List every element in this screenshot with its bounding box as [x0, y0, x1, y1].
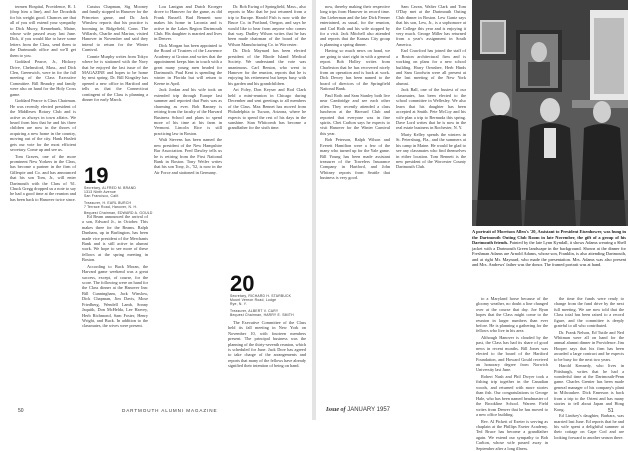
- left-column-4-bottom: [228, 320, 306, 402]
- page-number: 50: [18, 408, 24, 414]
- photo-section: [472, 0, 628, 300]
- secretary-line: San Francisco, Calif.: [84, 194, 120, 199]
- paragraph: to a Maryland horse because of the gloomy weather, no doubt a line changed over at the course that day. Joe Ryan hopes that the Class might come to the reunion in larger numbers than ever before. He is planning a gathering for the fellows who live in his area.: [476, 296, 548, 334]
- paragraph: Connie Murphy writes from Tokyo where he is stationed with the Navy that he enjoyed the last issue of the MAGAZINE and hopes to be home by next spring. Dr. Bill Kingsley has opened a new office in Hartford and tells us that the Connecticut contingent of the Class is planning a dinner for early March.: [82, 53, 148, 103]
- issue-line: [326, 407, 390, 413]
- paragraph: Cassius Chapman, Sig Mooney and family stopped in Hanover for the Princeton game, and Dr. Jack Winslow reports that his practice is booming in Ridgefield, Conn. The Willards, Charlie and Marian, visited Hanover in November and said they intend to return for the Winter Carnival.: [82, 4, 148, 53]
- right-page: [316, 0, 628, 451]
- secretary-line: Bequest Chairman, HARRY E. SMITH: [230, 312, 294, 317]
- paragraph: the time the funds were ready to change from the fund drive by the next full meeting. We are now told that the Class total has been raised to a record figure, and the committee is deeply grateful to all who contributed.: [554, 296, 624, 329]
- paragraph: According to Buck Moran, the Harvard game weekend was a great success, except, of course, for the score. The following were on hand for the Class dinner at the Hanover Inn: Bill Cunningham, Jack Winslow, Dick Chapman, Jim Davis, Mose Friedberg, Wendell Lamb, Sonny Jaquith, Don McHelda, Lee Harvey, Herb Richmond, Sam Foster, Henry Wright, and Buck. In addition to the classmates, the wives were present.: [82, 263, 148, 329]
- paragraph: Having so much news on hand, we are going to start right in with a general report. Bob Holley writes from Charleston that he has recovered nicely from an operation and is back at work. Dick Dewey has been named to the board of directors of the Springfield National Bank.: [320, 48, 390, 92]
- page-number: 51: [608, 408, 614, 414]
- paragraph: Goddard Pearce, Jr., Hickory Drive, Chelmsford, Mass., and Dick Clen, Greenwich, were in for the fall meeting of the Class Executive Committee. Bill Beaudry and family were also on hand for the Holy Cross game.: [10, 59, 76, 97]
- photo-caption: [472, 229, 626, 268]
- right-column-2: [396, 4, 466, 402]
- class-number: 20: [230, 271, 255, 296]
- secretary-line: Treasurer, ALBERT V. CARY: [230, 308, 279, 313]
- paragraph: Dr. Frank Nelson, Ed Tuttle and Ned Whitman were all on hand for the annual alumni dinner in Providence. Jim Hooper says that his firm has been awarded a large contract and he expects to be busy for the next two years.: [554, 329, 624, 362]
- right-column-1: [320, 4, 390, 402]
- class-20-heading: [230, 271, 310, 317]
- paragraph: Art Foley, Don Keyser and Rod Clark held a mini-reunion in Chicago during December and sent greetings to all members of the Class. Max Bennet has moved from Philadelphia to Tucson, Arizona, where he expects to spend the rest of his days in the sunshine. Stan Whitcomb has become a grandfather for the sixth time.: [228, 87, 306, 131]
- class-19-heading: [84, 163, 164, 216]
- photo-image: [472, 0, 628, 226]
- secretary-line: 7 Terrace Road, Hanover, N. H.: [84, 204, 138, 209]
- paragraph: Lou Lanigan and Dutch Kroeger drove to Hanover for the game, as did Frank Russell. Bud Bennett now makes his home in Laconia and is active in the Lakes Region Dartmouth Club. His daughter is married and lives in Denver.: [154, 4, 222, 42]
- left-column-3: [154, 4, 222, 402]
- left-column-2-bottom: [82, 214, 148, 402]
- paragraph: Robert Nash and Phil Dwyer took a fishing trip together in the Canadian woods, and returned with more stories than fish. Our congratulations to George Hale, who has been named headmaster of the Brookline School. Warren Field writes from Denver that he has moved to a new office building.: [476, 374, 548, 417]
- secretary-line: Secretary, ALFRED M. BRAND: [84, 186, 137, 190]
- secretary-line: Mount Vernon Road, Lodge: [230, 298, 277, 303]
- left-column-4-top: [228, 4, 306, 270]
- secretary-line: Treasurer, H. EARL BURCH: [84, 200, 132, 205]
- secretary-line: Secretary, RICHARD H. STARBUCK: [230, 294, 292, 298]
- paragraph: Although Hanover is clouded by the past, the Class has had its share of good news in recent months. Bill Jones was elected to the board of the Hartford Foundation, and Howard Gould received an honorary degree from Norwich University last June.: [476, 335, 548, 373]
- issue-date: JANUARY 1957: [347, 407, 390, 413]
- paragraph: now, thereby making their respective long trips from Hanover in record time. Jim Lieberman and the late Dick Fenner entertained, as usual, for the reunion, and Carl Roth and his wife stopped by for a visit. Jack Mitchell also attended and reports that the Kansas City group is planning a spring dinner.: [320, 4, 390, 47]
- paragraph: Dr. Dick Maynard has been elected president of the Rhode Island Medical Society. We understand the vote was unanimous. Carl Benton, who went to Hanover for the reunion, reports that he is enjoying his retirement but keeps busy with his garden and his grandchildren.: [228, 48, 306, 86]
- paragraph: Bob Peterson, Ralph Wilson and Everett Hamilton were a few of the many who turned up for the Yale game. Bill Young has been made assistant treasurer of the Travelers Insurance Company in Hartford, and John Whitney reports from Seattle that business is very good.: [320, 137, 390, 181]
- paragraph: Goddard Pearce is Class Chairman. He was recently elected president of the Middlesex Rotary Club and is active as always in town affairs. We heard from him that he and his three children are now in the throes of acquiring a new home in the country, moving out of the city. Hank Haslett gets our vote for the most efficient secretary. Come up and see us.: [10, 98, 76, 152]
- secretary-line: Bequest Chairman, EDWARD A. GOULD: [84, 211, 153, 216]
- paragraph: Walt Stevens has been named the new president of the New Hampshire Bar Association. Fred Dawley tells us he is retiring from the First National Bank in Boston. Tony Weiler writes that his son Tony, Jr., '52, is now in the Air Force and stationed in Germany.: [154, 137, 222, 175]
- magazine-title: DARTMOUTH ALUMNI MAGAZINE: [122, 408, 218, 413]
- paragraph: termen Hospital, Providence, R. I. (drop him a line), and Joe Drozdzik for his weight good. Chances are that all of you will extend your sympathy to Dick Murry, Kennebunk, Maine, whose wife passed away last June. Dick, if you would like to have some letters from the Class, send them to the Dartmouth office and we'll get them to you.: [10, 4, 76, 58]
- portrait-presentation-photo: [472, 0, 628, 226]
- left-column-2-top: [82, 4, 148, 164]
- paragraph: Ed Beam announced the arrival of a son, Edward Jr., in October. This makes three for the Beams. Ralph Dunham, up in Burlington, has been made vice president of the Merchants Bank and is still active in alumni work. We hope to see more of these fellows at the spring meeting in Boston.: [82, 214, 148, 263]
- caption-text: Painted by the late Lynn Kyndall, it shows Adams wearing a Shell jacket with a Dartmouth Green landscape in the background. Shown at the dinner for Freshman Adams are Arnold Adams, whose son, Franklin, is also attending Dartmouth, and at right Mr. Maynard, who made the presentation. Mrs. Adams was also present and Mrs. Andrews' father was the donor. The framed portrait was at hand.: [472, 240, 626, 267]
- class-secretary-info: [84, 186, 164, 215]
- paragraph: Harold Kennedy, who lives in Pittsburgh, writes that he had a wonderful time at the Dartmouth-Penn game. Charles Grenier has been made general manager of his company's plant in Milwaukee. Dick Emerson is back from a trip to the Orient and has many stories to tell about Japan and Hong Kong.: [554, 363, 624, 412]
- paragraph: Jack Jordan and his wife took an extended trip through Europe last summer and reported that Paris was as charming as ever. Bob Ranney is retiring from the faculty of the Harvard Business School and plans to spend more of his time at his farm in Vermont. Lincoln Rice is still practicing law in Boston.: [154, 87, 222, 136]
- paragraph: Tom Graves, one of the more prominent New Yorkers in the Class, has become a partner in the firm of Gillespie and Co. and has announced that his son Tom, Jr., will enter Dartmouth with the Class of '61. Chuck Gregg dropped us a note to say he had a good time at the reunion and has been back to Hanover twice since.: [10, 153, 76, 202]
- caption-bold-text: A portrait of Morrison Allen's '20, Assistant to President Eisenhower, was hung in the Dartmouth Outing Club Room in late November, the gift of a group of his Dartmouth friends.: [472, 229, 626, 245]
- paragraph: Ed Lindsey's daughter, Barbara, was married last June. Ed reports that he and his wife spent a delightful summer at their cottage on Cape Cod and are looking forward to another season there.: [554, 413, 624, 440]
- left-column-1: [10, 4, 76, 402]
- paragraph: The Executive Committee of the Class held its fall meeting in New York on November 10, with fourteen members present. The principal business was the planning of the thirty-seventh reunion, which is scheduled for June. Jack Dore has agreed to take charge of the arrangements and reports that many of the fellows have already signified their intention of being on hand.: [228, 320, 306, 369]
- paragraph: Dick Morgan has been appointed to the Board of Trustees of the Lawrence Academy at Groton and writes that the appointment keeps him in touch with a great many young men headed for Dartmouth. Paul Kent is spending the winter in Florida but will return to Keene in April.: [154, 43, 222, 86]
- secretary-line: Rye, N. Y.: [230, 302, 247, 307]
- class-secretary-info: [230, 294, 310, 317]
- class-number: 19: [84, 163, 109, 188]
- paragraph: Jack Ball, one of the busiest of our classmates, has been elected to the school committee in Wellesley. We also learn that his daughter has been accepted at Smith. Pete McCoy and his wife plan a trip to Bermuda this spring. Dave Lord writes that he is now in the real estate business in Rochester, N. Y.: [396, 87, 466, 131]
- secretary-line: 1313 Ninth Avenue: [84, 190, 116, 195]
- paragraph: Paul Roth and Sam Stanley both live near Cambridge and see each other often. They recently attended a class luncheon at the Harvard Club and reported that everyone was in fine spirits. Chet Carlton says he expects to visit Hanover for the Winter Carnival this year.: [320, 92, 390, 136]
- paragraph: Dr. Bob Ewing of Springfield, Mass., also reports to Mac that he just returned from a trip to Europe. Harold Fish is now with the Bruce Co. in Portland, Oregon, and says he would like to hear from anyone who comes that way. Dudley Wilson writes that he has been made chairman of the board of the Wilson Manufacturing Co. in Worcester.: [228, 4, 306, 47]
- right-column-3: [476, 296, 548, 451]
- issue-label: Issue of: [326, 407, 346, 413]
- paragraph: Earl Crawford has joined the staff of a Boston architectural firm and is working on plans for a new school building. Harry Ormsbee, Herb Hinds and Sam Goodwin were all present at the last meeting of the New York alumni.: [396, 48, 466, 86]
- paragraph: Marty Kelley spends the winters in St. Petersburg, Fla., and the summers at his camp in Maine. He would be glad to see any classmates who find themselves in either location. Tom Bennett is the new president of the Worcester County Dartmouth Club.: [396, 131, 466, 170]
- left-page: [0, 0, 312, 420]
- paragraph: Rev. Al Pickett of Exeter is serving as chaplain at the Phillips Exeter Academy. Ted Bruce has become a grandfather again. We extend our sympathy to Bob Carlton, whose wife passed away in September after a long illness.: [476, 418, 548, 451]
- paragraph: Sam Cavan, Walter Clark and Tom O'Day met at the Dartmouth Outing Club dinner in Boston. Lew Gantz says that his son, Lew, Jr., is a sophomore at the College this year and is enjoying it very much. George Miller has returned from a year's assignment in South America.: [396, 4, 466, 47]
